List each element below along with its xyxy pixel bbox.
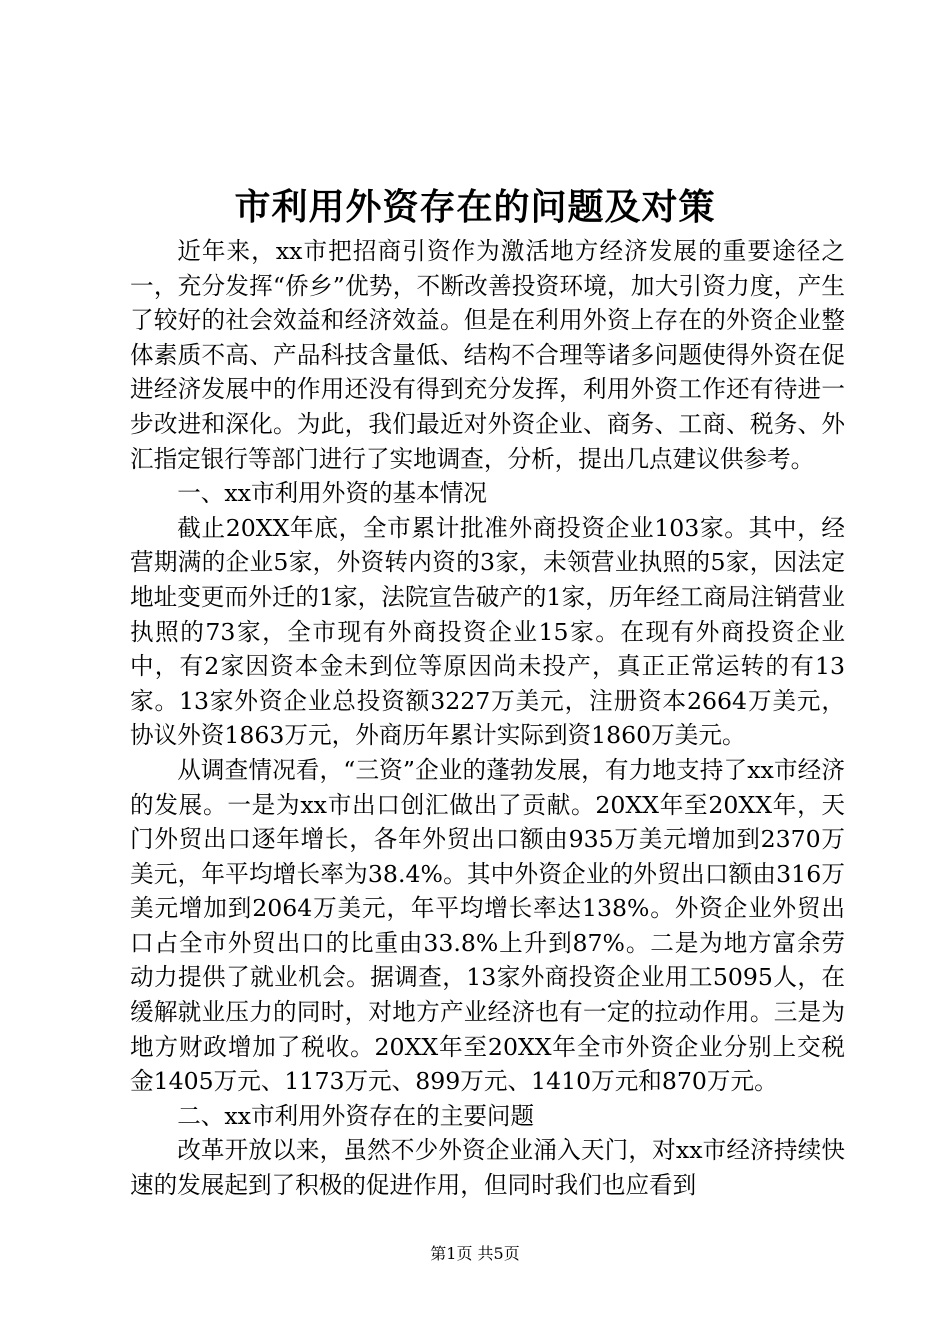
document-title: 市利用外资存在的问题及对策 [234,186,716,228]
intro-paragraph: 近年来，xx市把招商引资作为激活地方经济发展的重要途径之一，充分发挥“侨乡”优势，不断改善投资环境，加大引资力度，产生了较好的社会效益和经济效益。但是在利用外资上存在的外资企业整体素质不高、产品科技含量低、结构不合理等诸多问题使得外资在促进经济发展中的作用还没有得到充分发挥，利用外资工作还有待进一步改进和深化。为此，我们最近对外资企业、商务、工商、税务、外汇指定银行等部门进行了实地调查，分析，提出几点建议供参考。 [130,237,845,473]
basic-situation-paragraph: 截止20XX年底，全市累计批准外商投资企业103家。其中，经营期满的企业5家，外资转内资的3家，未领营业执照的5家，因法定地址变更而外迁的1家，法院宣告破产的1家，历年经工商局注销营业执照的73家，全市现有外商投资企业15家。在现有外商投资企业中，有2家因资本金未到位等原因尚未投产，真正正常运转的有13家。13家外资企业总投资额3227万美元，注册资本2664万美元，协议外资1863万元，外商历年累计实际到资1860万美元。 [130,513,845,750]
problems-intro-paragraph: 改革开放以来，虽然不少外资企业涌入天门，对xx市经济持续快速的发展起到了积极的促进作用，但同时我们也应看到 [130,1136,845,1200]
section-heading-2: 二、xx市利用外资存在的主要问题 [177,1101,535,1130]
survey-findings-paragraph: 从调查情况看，“三资”企业的蓬勃发展，有力地支持了xx市经济的发展。一是为xx市出口创汇做出了贡献。20XX年至20XX年，天门外贸出口逐年增长，各年外贸出口额由935万美元增加到2370万美元，年平均增长率为38.4%。其中外资企业的外贸出口额由316万美元增加到2064万美元，年平均增长率达138%。外资企业外贸出口占全市外贸出口的比重由33.8%上升到87%。二是为地方富余劳动力提供了就业机会。据调查，13家外商投资企业用工5095人，在缓解就业压力的同时，对地方产业经济也有一定的拉动作用。三是为地方财政增加了税收。20XX年至20XX年全市外资企业分别上交税金1405万元、1173万元、899万元、1410万元和870万元。 [130,755,845,1096]
document-body [130,234,845,1203]
page-footer: 第1页 共5页 [430,1244,520,1263]
section-heading-1: 一、xx市利用外资的基本情况 [177,479,487,508]
